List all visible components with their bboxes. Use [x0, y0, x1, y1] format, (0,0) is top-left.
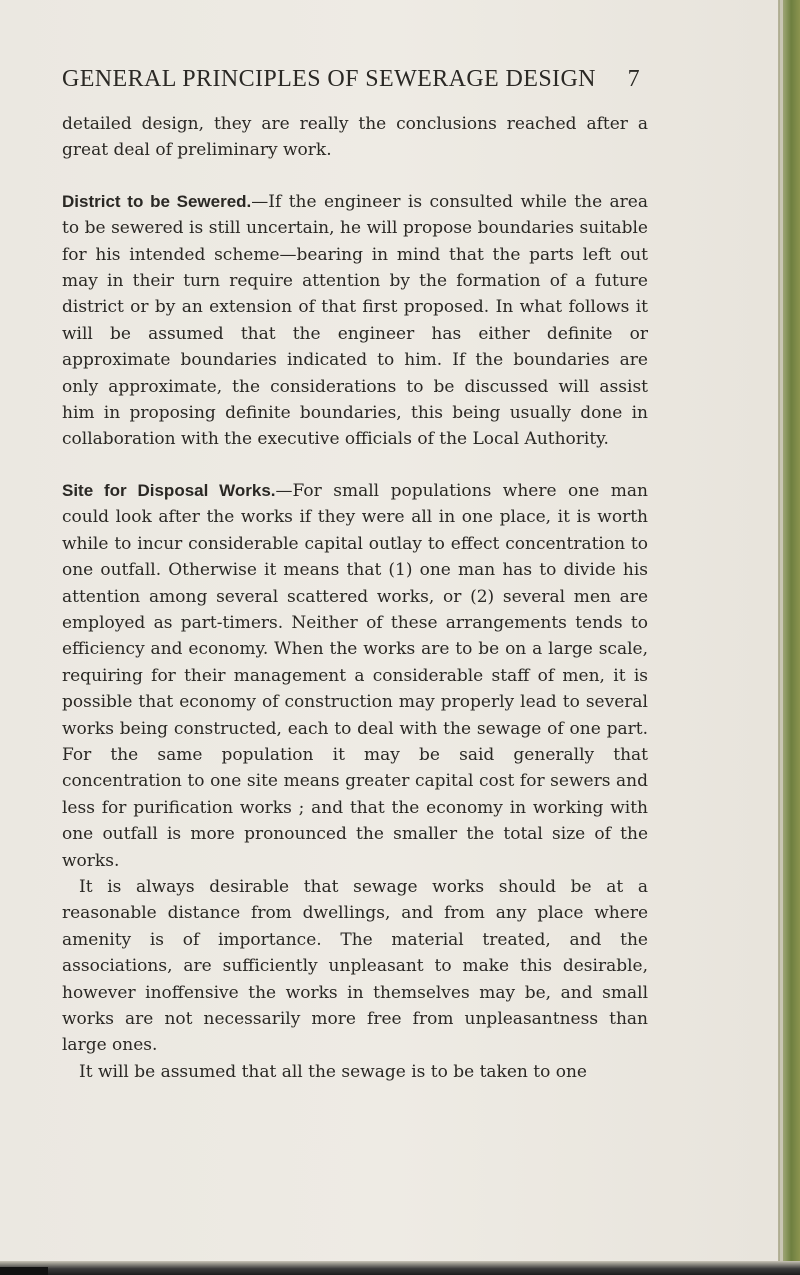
bottom-shadow-bar [0, 1261, 800, 1275]
page-edge [778, 0, 800, 1275]
paragraph-site-body: —For small populations where one man could look after the works if they were all in one place, it is worth while to incur considerable capital outlay to effect concentration to one outfall. Otherwise it means that (1) one man has to divide his attention among several scattered works, or (2) several men are employed as part-timers. Neither of these arrangements tends to efficiency and economy. When the works are to be on a large scale, requiring for their management a considerable staff of men, it is possible that economy of construction may properly lead to several works being constructed, each to deal with the sewage of one part. For the same population it may be said generally that concentration to one site means greater capital cost for sewers and less for purification works ; and that the economy in working with one outfall is more pronounced the smaller the total size of the works. [62, 480, 649, 871]
paragraph-district [62, 189, 648, 453]
running-head-title: GENERAL PRINCIPLES OF SEWERAGE DESIGN [62, 66, 596, 92]
body-text [62, 111, 648, 1085]
section-heading-district: District to be Sewered. [62, 191, 252, 211]
section-heading-site: Site for Disposal Works. [62, 480, 276, 500]
paragraph-district-body: —If the engineer is consulted while the area to be sewered is still uncertain, he will propose boundaries suitable for his intended scheme—bearing in mind that the parts left out may in their turn require attention by the formation of a future district or by an extension of that first proposed. In what follows it will be assumed that the engineer has either definite or approximate boundaries indicated to him. If the boundaries are only approximate, the considerations to be discussed will assist him in proposing definite boundaries, this being usually done in collaboration with the executive officials of the Local Authority. [62, 191, 649, 450]
running-head [62, 66, 640, 96]
paragraph-final: It will be assumed that all the sewage is to be taken to one [79, 1061, 587, 1082]
page-number: 7 [627, 66, 640, 92]
paragraph-site [62, 478, 648, 874]
paragraph-distance: It is always desirable that sewage works should be at a reasonable distance from dwellings, and from any place where amenity is of importance. The material treated, and the associations, are sufficiently unpleasant to make this desirable, however inoffensive the works in themselves may be, and small works are not necessarily more free from unpleasantness than large ones. [62, 876, 648, 1056]
paragraph-continuation: detailed design, they are really the conclusions reached after a great deal of preliminary work. [62, 114, 648, 161]
